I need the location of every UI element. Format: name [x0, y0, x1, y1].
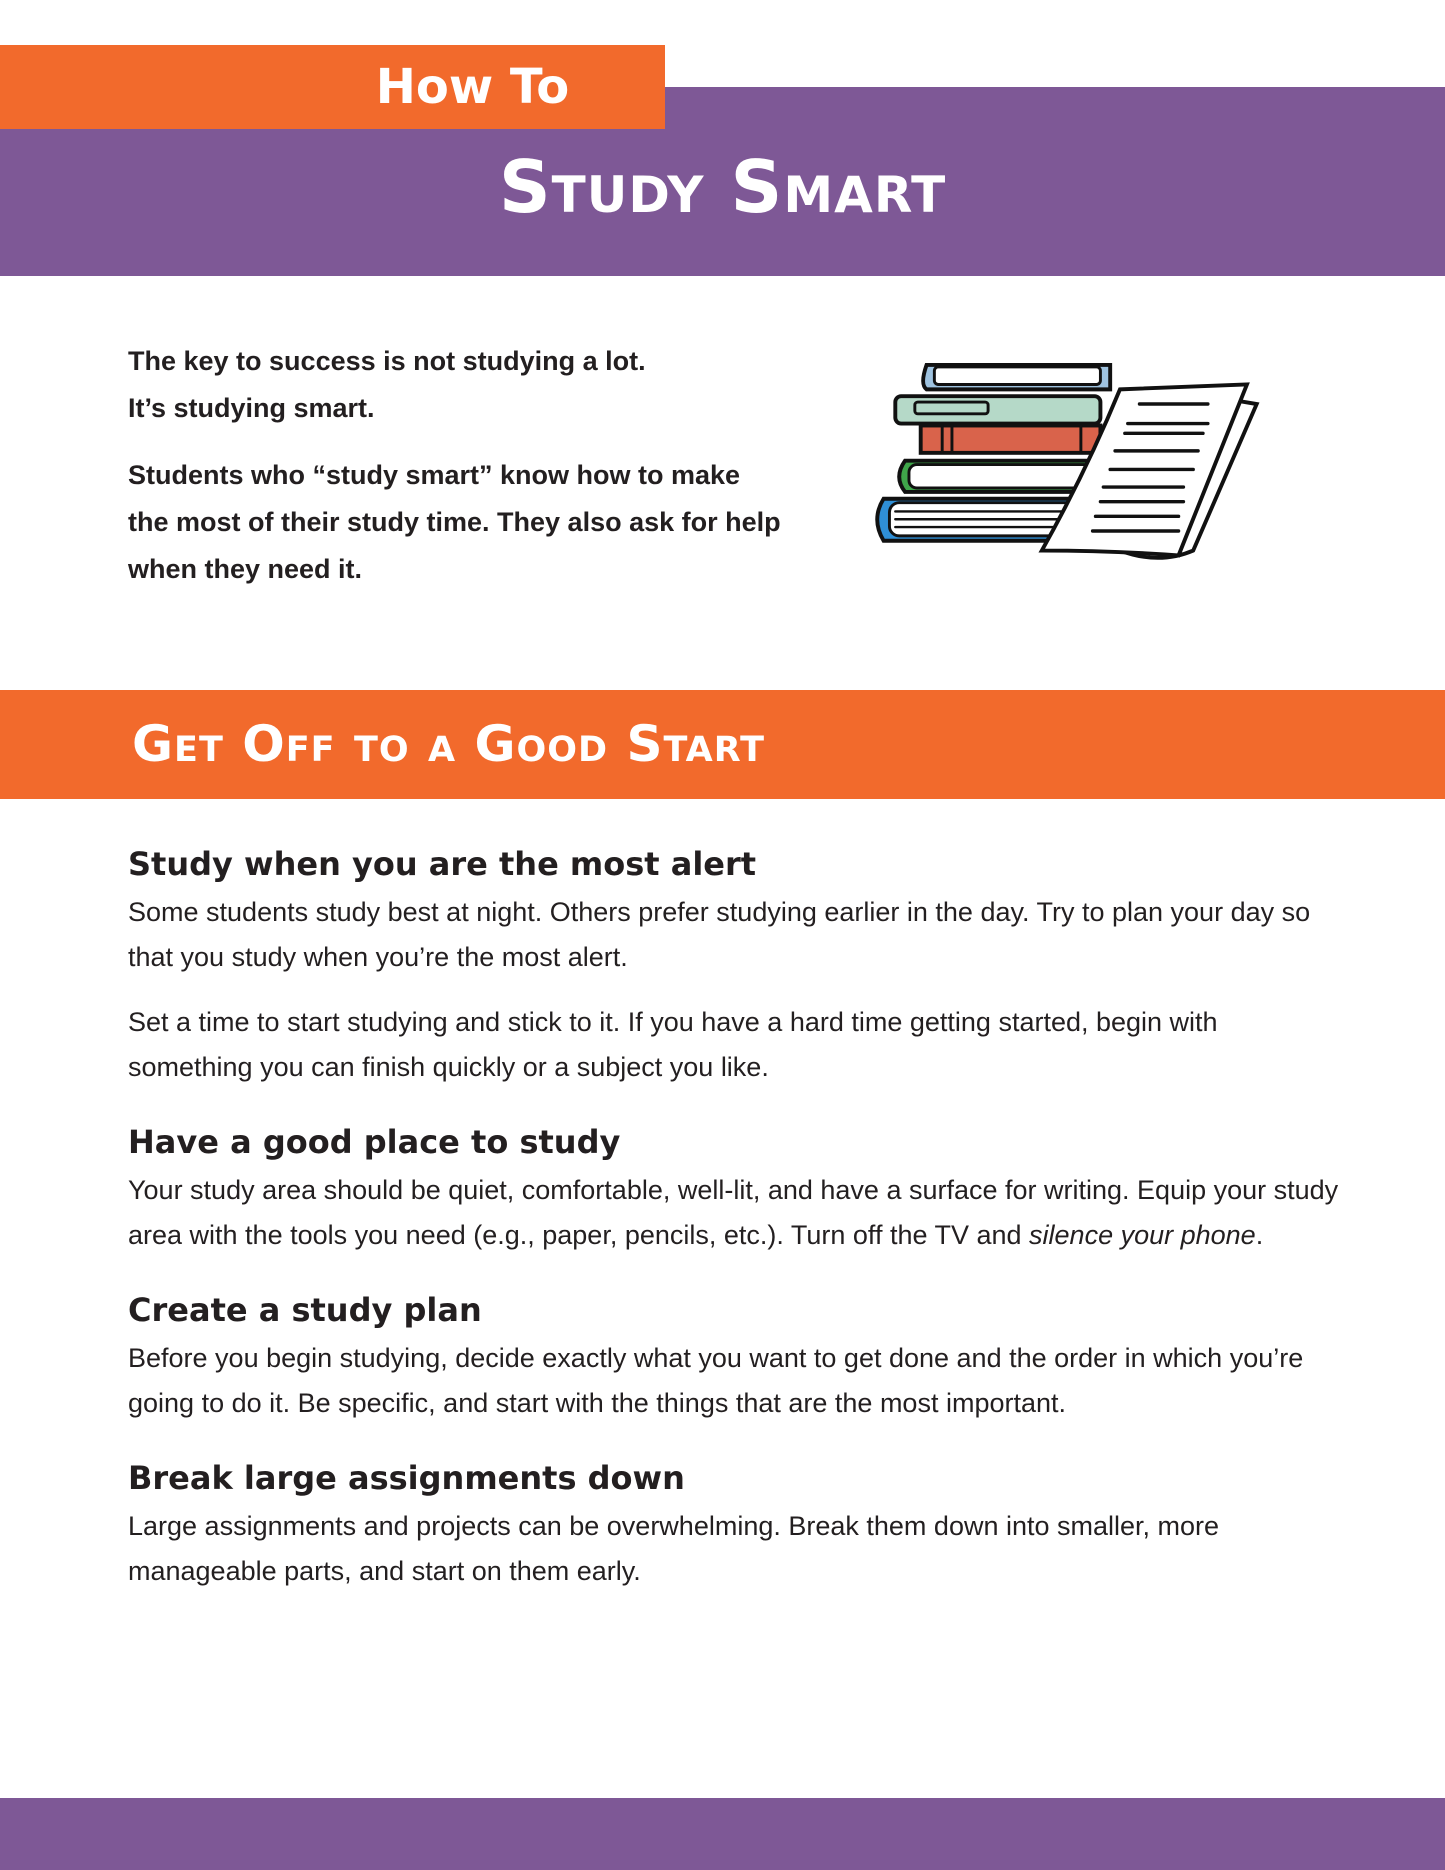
tip-text-italic: silence your phone: [1029, 1220, 1256, 1250]
section-title: Get Off to a Good Start: [132, 715, 766, 773]
section-banner: [0, 690, 1445, 799]
intro: [128, 338, 808, 613]
tip-text: Set a time to start studying and stick to it. If you have a hard time getting started, begin with something you can finish quickly or a subject you like.: [128, 1007, 1218, 1082]
tip-text-main: Your study area should be quiet, comfortable, well-lit, and have a surface for writing. Equip your study area with the tools you need (e.g., paper, pencils, etc.). Turn off the TV and: [128, 1175, 1339, 1250]
books-and-papers-illustration: [866, 345, 1286, 590]
tip-heading: Study when you are the most alert: [128, 845, 757, 883]
tip-text: [128, 1168, 1348, 1258]
tip-heading: Break large assignments down: [128, 1459, 685, 1497]
tips-list: [128, 842, 1348, 1624]
tip-text: Some students study best at night. Others prefer studying earlier in the day. Try to plan your day so that you study when you’re the most alert.: [128, 897, 1311, 972]
tip-text-end: .: [1255, 1220, 1264, 1250]
tip-study-when-alert: [128, 842, 1348, 1090]
intro-body: Students who “study smart” know how to make the most of their study time. They also ask for help when they need it.: [128, 460, 781, 584]
page-title: Study Smart: [498, 145, 947, 229]
tip-heading: Create a study plan: [128, 1291, 482, 1329]
tip-heading: Have a good place to study: [128, 1123, 621, 1161]
intro-lead: The key to success is not studying a lot. It’s studying smart.: [128, 346, 646, 423]
tip-study-plan: [128, 1288, 1348, 1426]
tip-text: Before you begin studying, decide exactly what you want to get done and the order in which you’re going to do it. Be specific, and start with the things that are the most important.: [128, 1343, 1304, 1418]
tip-text: Large assignments and projects can be overwhelming. Break them down into smaller, more manageable parts, and start on them early.: [128, 1511, 1220, 1586]
tip-break-down: [128, 1456, 1348, 1594]
footer-band: [0, 1798, 1445, 1870]
header-kicker: How To: [375, 59, 570, 115]
tip-good-place: [128, 1120, 1348, 1258]
